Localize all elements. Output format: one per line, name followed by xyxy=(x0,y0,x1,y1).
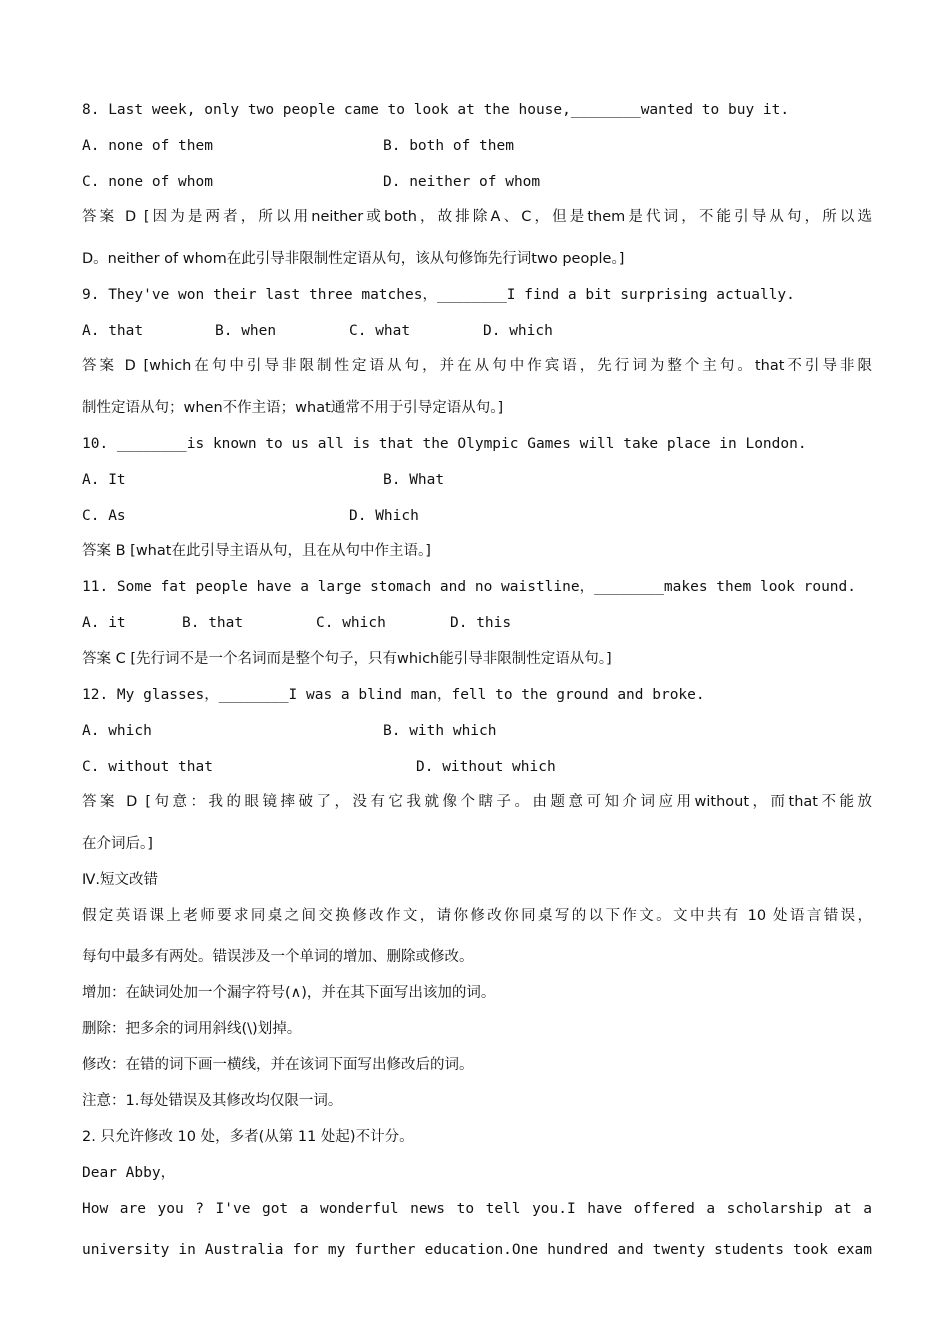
section-title: Ⅳ.短文改错 xyxy=(82,872,158,888)
letter-greeting: Dear Abby， xyxy=(82,1165,176,1181)
q9-stem: 9. They've won their last three matches，________I find a bit surprising actually. xyxy=(82,287,795,303)
note-1: 注意：1.每处错误及其修改均仅限一词。 xyxy=(82,1093,343,1109)
q11-option-c: C. which xyxy=(316,615,386,631)
q9-option-c: C. what xyxy=(349,323,411,339)
q8-stem: 8. Last week, only two people came to look at the house,________wanted to buy it. xyxy=(82,102,790,118)
q10-option-d: D. Which xyxy=(349,508,419,524)
q10-stem: 10. ________is known to us all is that the Olympic Games will take place in London. xyxy=(82,436,807,452)
note-2: 2. 只允许修改 10 处，多者(从第 11 处起)不计分。 xyxy=(82,1129,414,1145)
q8-option-a: A. none of them xyxy=(82,138,213,154)
q12-answer-line-2: 在介词后。] xyxy=(82,836,153,852)
q11-answer: 答案 C [先行词不是一个名词而是整个句子，只有which能引导非限制性定语从句。] xyxy=(82,651,612,667)
q9-answer-line-1: 答案 D [which在句中引导非限制性定语从句，并在从句中作宾语，先行词为整个主句。that不引导非限 xyxy=(82,358,872,374)
q9-option-d: D. which xyxy=(483,323,553,339)
q12-answer-line-1: 答案 D [句意：我的眼镜摔破了，没有它我就像个瞎子。由题意可知介词应用without，而that不能放 xyxy=(82,794,872,810)
instruction-add: 增加：在缺词处加一个漏字符号(∧)，并在其下面写出该加的词。 xyxy=(82,985,496,1001)
q12-option-d: D. without which xyxy=(416,759,556,775)
q10-option-a: A. It xyxy=(82,472,126,488)
q8-answer-line-1: 答案 D [因为是两者，所以用neither或both，故排除A、C，但是them是代词，不能引导从句，所以选 xyxy=(82,209,872,225)
q12-option-a: A. which xyxy=(82,723,152,739)
q9-option-a: A. that xyxy=(82,323,144,339)
q11-option-d: D. this xyxy=(450,615,512,631)
q9-answer-line-2: 制性定语从句；when不作主语；what通常不用于引导定语从句。] xyxy=(82,400,504,416)
letter-line-1: How are you ? I've got a wonderful news to tell you.I have offered a scholarship at a xyxy=(82,1201,872,1217)
q12-stem: 12. My glasses，________I was a blind man，fell to the ground and broke. xyxy=(82,687,705,703)
instruction-modify: 修改：在错的词下画一横线，并在该词下面写出修改后的词。 xyxy=(82,1057,474,1073)
q8-option-c: C. none of whom xyxy=(82,174,213,190)
q8-answer-line-2: D。neither of whom在此引导非限制性定语从句，该从句修饰先行词two people。] xyxy=(82,251,625,267)
letter-line-2: university in Australia for my further education.One hundred and twenty students took exam xyxy=(82,1242,872,1258)
q12-option-b: B. with which xyxy=(383,723,497,739)
q10-answer: 答案 B [what在此引导主语从句，且在从句中作主语。] xyxy=(82,543,431,559)
q8-option-b: B. both of them xyxy=(383,138,514,154)
q8-option-d: D. neither of whom xyxy=(383,174,541,190)
q10-option-b: B. What xyxy=(383,472,445,488)
instruction-delete: 删除：把多余的词用斜线(\)划掉。 xyxy=(82,1021,302,1037)
q11-option-b: B. that xyxy=(182,615,244,631)
q12-option-c: C. without that xyxy=(82,759,213,775)
section-intro-line-1: 假定英语课上老师要求同桌之间交换修改作文，请你修改你同桌写的以下作文。文中共有 10 处语言错误， xyxy=(82,908,872,924)
q11-stem: 11. Some fat people have a large stomach and no waistline，________makes them look round. xyxy=(82,579,856,595)
q9-option-b: B. when xyxy=(215,323,277,339)
section-intro-line-2: 每句中最多有两处。错误涉及一个单词的增加、删除或修改。 xyxy=(82,949,474,965)
q10-option-c: C. As xyxy=(82,508,126,524)
q11-option-a: A. it xyxy=(82,615,126,631)
